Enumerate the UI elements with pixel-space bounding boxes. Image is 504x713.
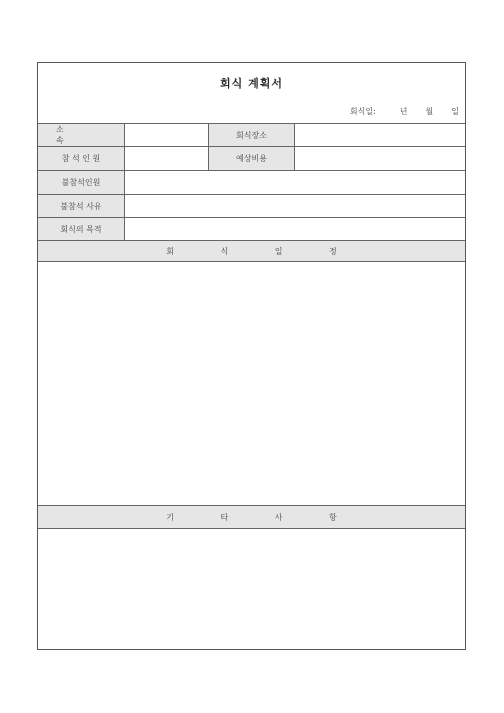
budget-field[interactable] (294, 147, 465, 170)
meeting-plan-form (37, 62, 466, 650)
absence-reason-label: 불참석 사유 (38, 195, 124, 217)
purpose-field[interactable] (124, 218, 465, 240)
month-label: 월 (425, 107, 434, 116)
row-purpose (38, 217, 465, 240)
year-label: 년 (399, 107, 408, 116)
row-absentees (38, 170, 465, 194)
row-attendees (38, 146, 465, 170)
affiliation-field[interactable] (124, 124, 208, 146)
absence-reason-field[interactable] (124, 195, 465, 217)
schedule-section-header: 회 식 일 정 (38, 240, 465, 262)
schedule-area[interactable] (38, 262, 465, 505)
affiliation-label: 소 속 (38, 124, 124, 146)
absentees-field[interactable] (124, 171, 465, 194)
budget-label: 예상비용 (208, 147, 294, 170)
attendees-label: 참 석 인 원 (38, 147, 124, 170)
venue-field[interactable] (294, 124, 465, 146)
venue-label: 회식장소 (208, 124, 294, 146)
etc-area[interactable] (38, 529, 465, 649)
etc-section-header: 기 타 사 항 (38, 505, 465, 529)
day-label: 일 (451, 107, 459, 116)
attendees-field[interactable] (124, 147, 208, 170)
row-affiliation (38, 123, 465, 146)
row-absence-reason (38, 194, 465, 217)
page-title: 회식 계획서 (220, 77, 283, 90)
absentees-label: 불참석인원 (38, 171, 124, 194)
meeting-date (350, 106, 459, 117)
purpose-label: 회식의 목적 (38, 218, 124, 240)
meeting-date-label: 회식일: (349, 107, 376, 116)
